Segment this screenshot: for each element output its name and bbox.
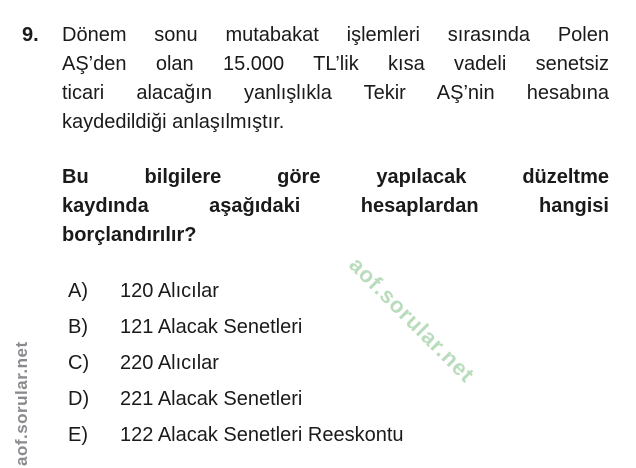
option-label: B) — [68, 316, 88, 338]
question-number: 9. — [22, 24, 39, 46]
option-row-a — [62, 273, 609, 309]
option-row-c — [62, 345, 609, 381]
question-prompt-line: kaydında aşağıdaki hesaplardan hangisi — [62, 195, 609, 217]
option-label: C) — [68, 352, 90, 374]
option-text: 122 Alacak Senetleri Reeskontu — [120, 424, 404, 446]
question-body-line: AŞ’den olan 15.000 TL’lik kısa vadeli senetsiz — [62, 53, 609, 75]
question-prompt-line: Bu bilgilere göre yapılacak düzeltme — [62, 166, 609, 188]
option-label: E) — [68, 424, 88, 446]
question-body-line: ticari alacağın yanlışlıkla Tekir AŞ’nin hesabına — [62, 82, 609, 104]
option-text: 121 Alacak Senetleri — [120, 316, 303, 338]
watermark-diagonal: aof.sorular.net — [344, 252, 480, 388]
question-body — [62, 21, 609, 137]
question-prompt — [62, 163, 609, 250]
watermark-vertical: aof.sorular.net — [12, 341, 31, 466]
option-row-b — [62, 309, 609, 345]
option-text: 120 Alıcılar — [120, 280, 219, 302]
option-text: 221 Alacak Senetleri — [120, 388, 303, 410]
question-body-line: kaydedildiği anlaşılmıştır. — [62, 111, 285, 133]
question-column — [62, 21, 609, 453]
option-row-d — [62, 381, 609, 417]
options-list — [62, 273, 609, 453]
option-label: A) — [68, 280, 88, 302]
question-body-line: Dönem sonu mutabakat işlemleri sırasında Polen — [62, 24, 609, 46]
question-prompt-line: borçlandırılır? — [62, 224, 197, 246]
option-label: D) — [68, 388, 90, 410]
option-row-e — [62, 417, 609, 453]
option-text: 220 Alıcılar — [120, 352, 219, 374]
